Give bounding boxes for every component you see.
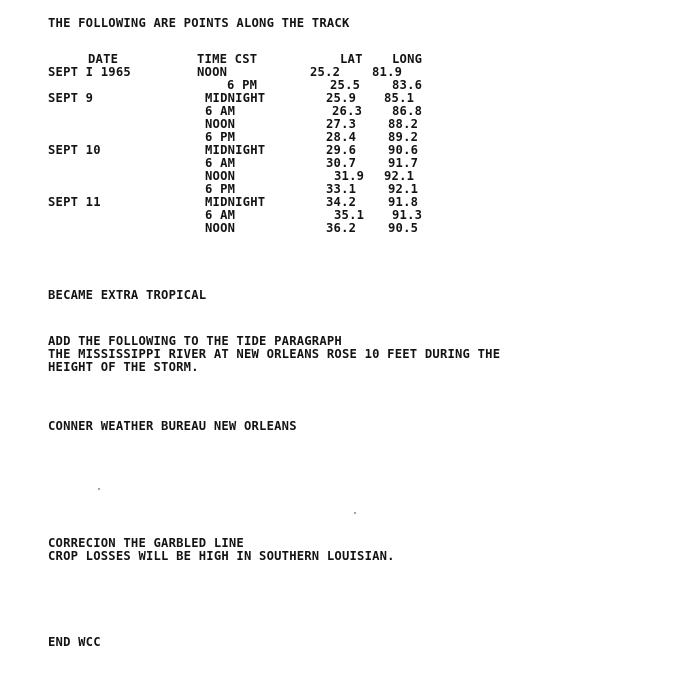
row-date: SEPT 11 [48,195,101,209]
row-long: 83.6 [392,78,423,92]
row-time: MIDNIGHT [205,195,266,209]
row-lat: 25.2 [310,65,341,79]
row-time: 6 PM [227,78,258,92]
correction-heading: CORRECION THE GARBLED LINE [48,536,244,550]
row-time: 6 PM [205,130,236,144]
became-extratropical-line: BECAME EXTRA TROPICAL [48,288,207,302]
tide-heading: ADD THE FOLLOWING TO THE TIDE PARAGRAPH [48,334,342,348]
row-lat: 29.6 [326,143,357,157]
row-long: 91.3 [392,208,423,222]
correction-line-2: CROP LOSSES WILL BE HIGH IN SOUTHERN LOUISIAN. [48,549,395,563]
row-long: 90.5 [388,221,419,235]
row-date: SEPT 10 [48,143,101,157]
row-time: MIDNIGHT [205,91,266,105]
row-time: NOON [197,65,228,79]
row-time: NOON [205,117,236,131]
row-lat: 28.4 [326,130,357,144]
signature-line: CONNER WEATHER BUREAU NEW ORLEANS [48,419,297,433]
paper-speck [354,512,356,514]
row-long: 90.6 [388,143,419,157]
row-time: 6 AM [205,156,236,170]
row-lat: 34.2 [326,195,357,209]
row-lat: 25.9 [326,91,357,105]
row-time: 6 PM [205,182,236,196]
row-long: 92.1 [384,169,415,183]
col-header-lat: LAT [340,52,363,66]
row-lat: 25.5 [330,78,361,92]
row-lat: 35.1 [334,208,365,222]
row-lat: 27.3 [326,117,357,131]
col-header-date: DATE [88,52,119,66]
row-long: 91.7 [388,156,419,170]
row-long: 88.2 [388,117,419,131]
row-time: 6 AM [205,208,236,222]
row-date: SEPT I 1965 [48,65,131,79]
row-lat: 33.1 [326,182,357,196]
col-header-time: TIME CST [197,52,258,66]
row-long: 92.1 [388,182,419,196]
row-long: 89.2 [388,130,419,144]
row-long: 86.8 [392,104,423,118]
heading: THE FOLLOWING ARE POINTS ALONG THE TRACK [48,16,350,30]
row-time: MIDNIGHT [205,143,266,157]
row-time: 6 AM [205,104,236,118]
row-lat: 36.2 [326,221,357,235]
row-long: 91.8 [388,195,419,209]
paper-speck [98,488,100,490]
row-lat: 30.7 [326,156,357,170]
row-long: 81.9 [372,65,403,79]
row-date: SEPT 9 [48,91,94,105]
row-time: NOON [205,169,236,183]
row-time: NOON [205,221,236,235]
row-lat: 31.9 [334,169,365,183]
tide-line-3: HEIGHT OF THE STORM. [48,360,199,374]
row-lat: 26.3 [332,104,363,118]
col-header-long: LONG [392,52,423,66]
row-long: 85.1 [384,91,415,105]
end-line: END WCC [48,635,101,649]
tide-line-2: THE MISSISSIPPI RIVER AT NEW ORLEANS ROSE 10 FEET DURING THE [48,347,501,361]
